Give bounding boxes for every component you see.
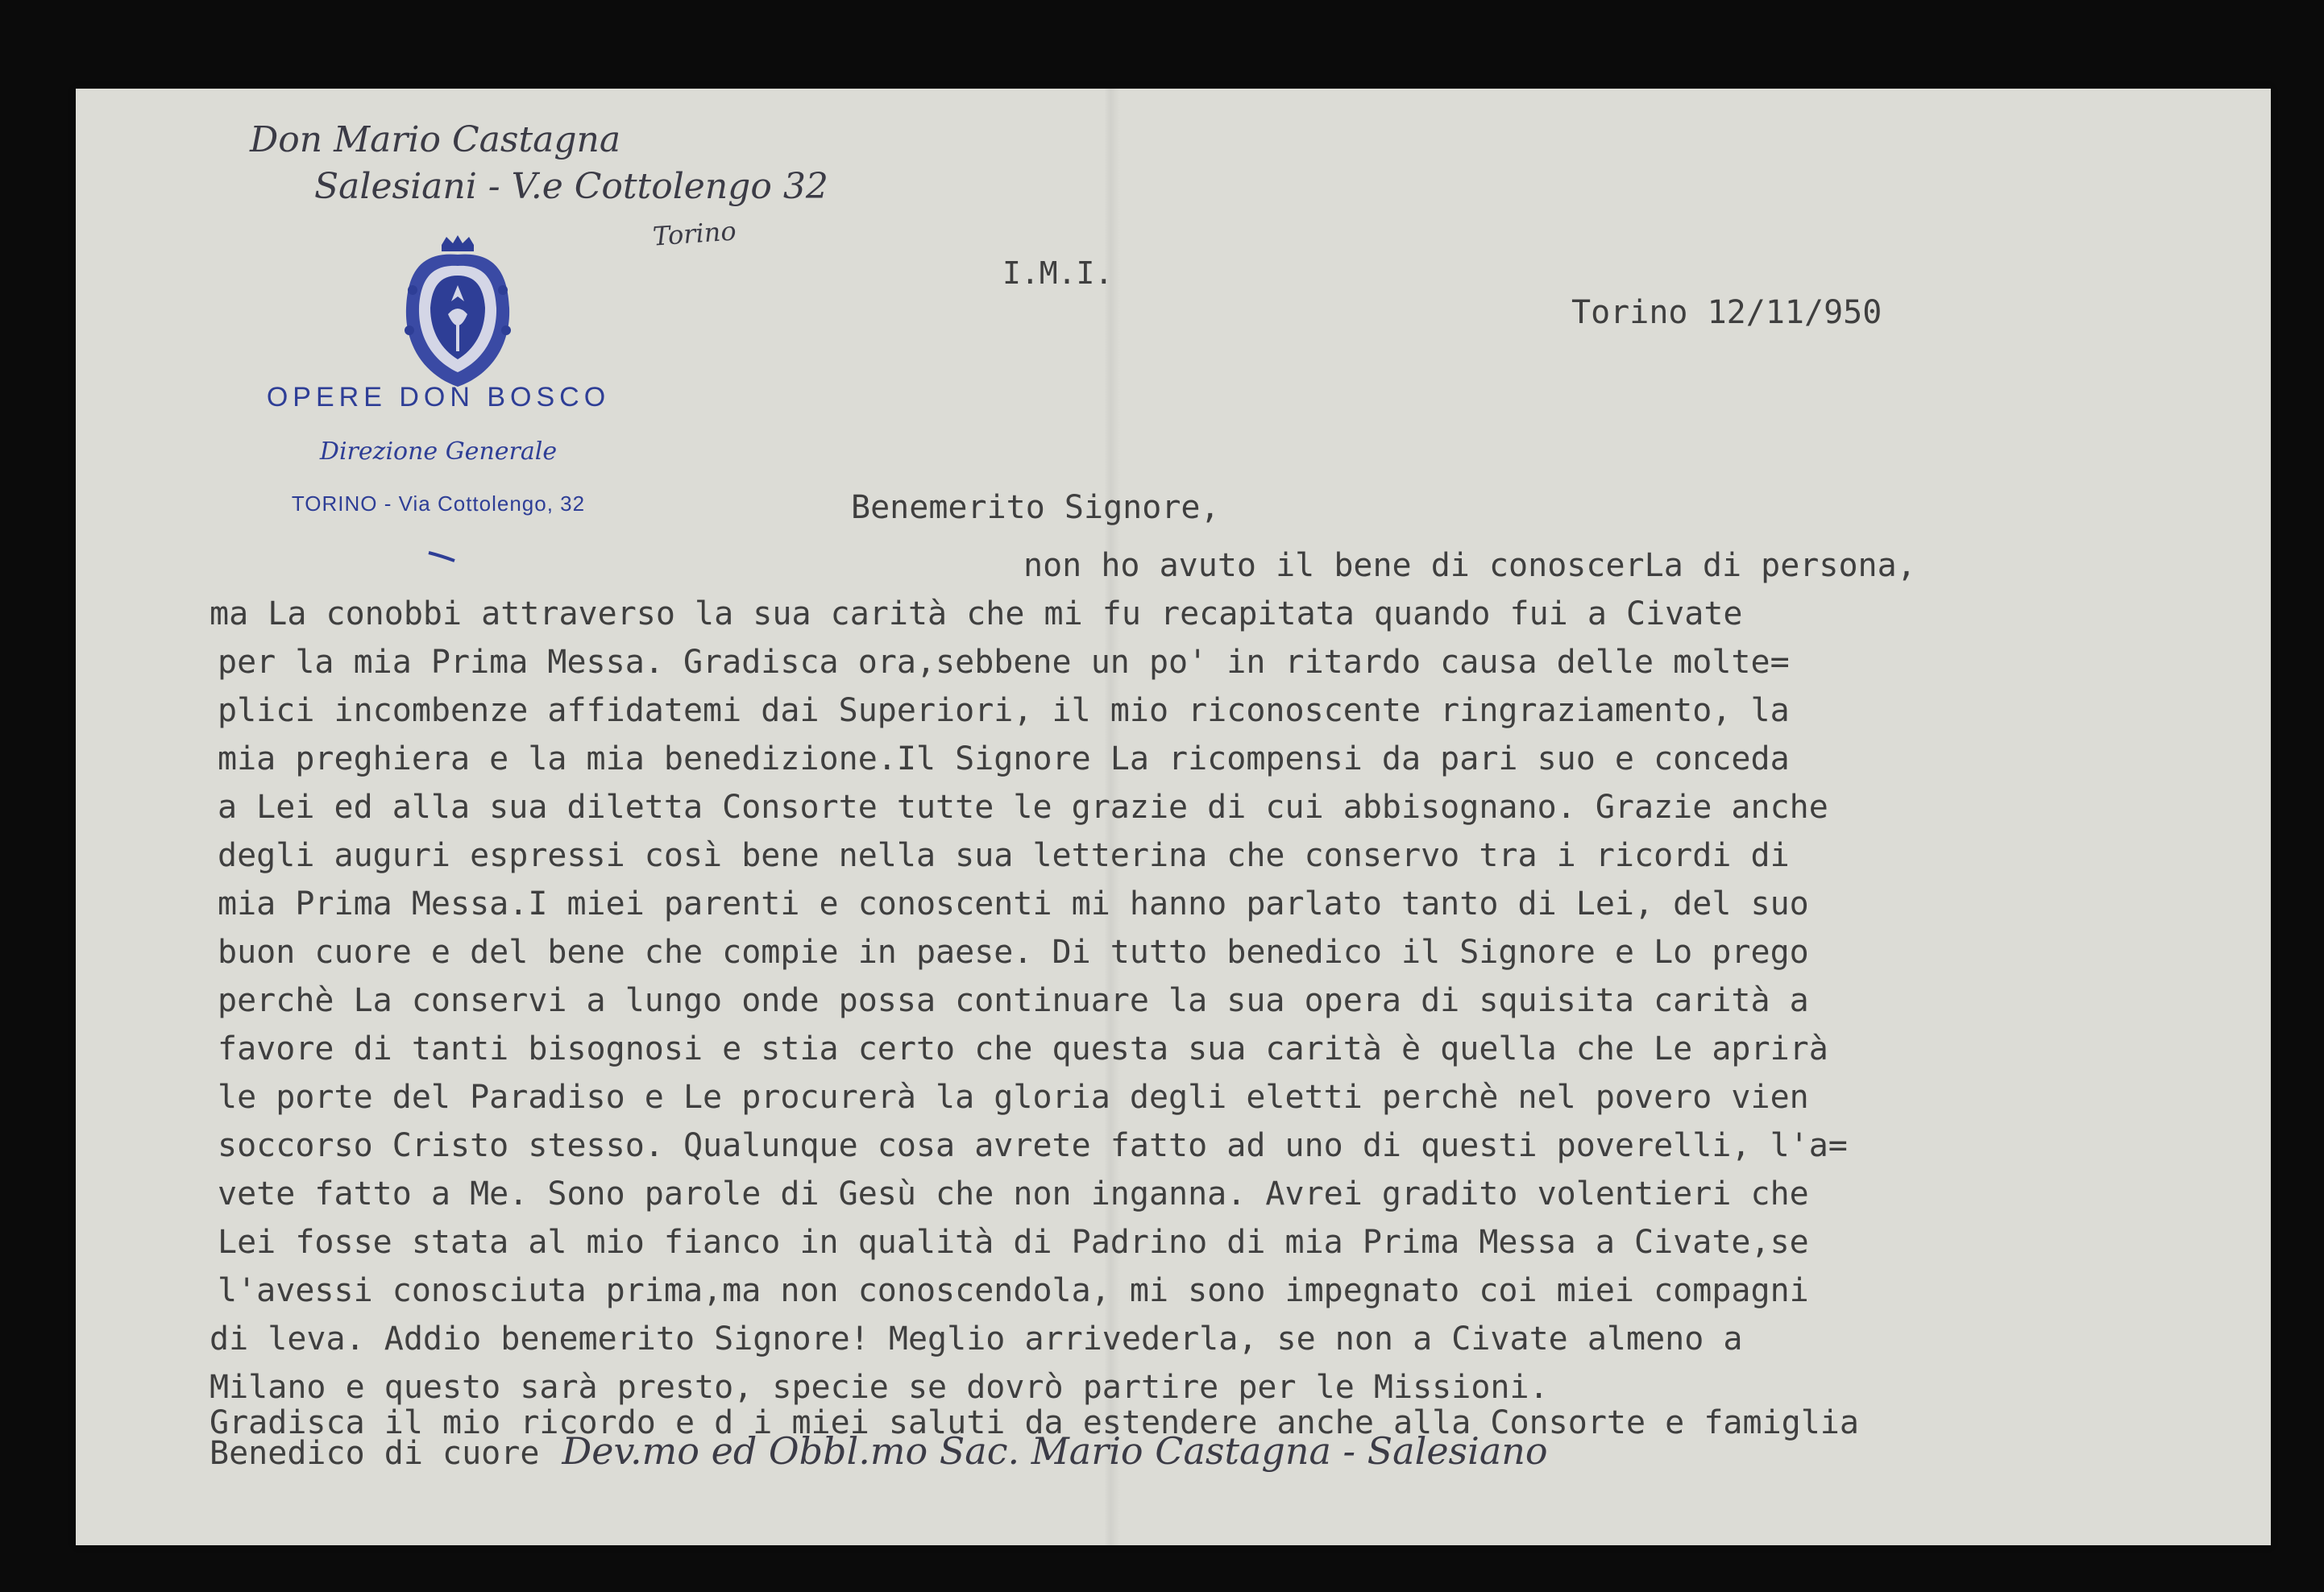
- handwritten-name: Don Mario Castagna: [250, 119, 621, 160]
- letter-body-line: buon cuore e del bene che compie in paese. Di tutto benedico il Signore e Lo prego: [218, 934, 1809, 971]
- letter-sheet: [76, 89, 2271, 1545]
- letter-body-line: di leva. Addio benemerito Signore! Meglio arrivederla, se non a Civate almeno a: [210, 1320, 1743, 1358]
- letter-body-line: ma La conobbi attraverso la sua carità che mi fu recapitata quando fui a Civate: [210, 595, 1743, 632]
- letter-body-line: Lei fosse stata al mio fianco in qualità di Padrino di mia Prima Messa a Civate,se: [218, 1224, 1809, 1261]
- letter-body-line: degli auguri espressi così bene nella sua letterina che conservo tra i ricordi di: [218, 837, 1790, 874]
- letter-body-line: mia Prima Messa.I miei parenti e conoscenti mi hanno parlato tanto di Lei, del suo: [218, 885, 1809, 922]
- ink-mark: [427, 549, 456, 562]
- letterhead-department: Direzione Generale: [319, 437, 558, 466]
- letter-body-line: a Lei ed alla sua diletta Consorte tutte le grazie di cui abbisognano. Grazie anche: [218, 789, 1828, 826]
- letter-closing: [210, 1429, 1548, 1473]
- letter-salutation: Benemerito Signore,: [851, 489, 1220, 526]
- letterhead-organization: OPERE DON BOSCO: [266, 382, 611, 413]
- letter-body-line: perchè La conservi a lungo onde possa continuare la sua opera di squisita carità a: [218, 982, 1809, 1019]
- letter-body-line: favore di tanti bisognosi e stia certo che questa sua carità è quella che Le aprirà: [218, 1030, 1828, 1068]
- closing-typed: Benedico di cuore: [210, 1435, 540, 1472]
- letter-date: Torino 12/11/950: [1571, 294, 1882, 331]
- letter-body-line: plici incombenze affidatemi dai Superiori, il mio riconoscente ringraziamento, la: [218, 692, 1790, 729]
- letter-body-line: mia preghiera e la mia benedizione.Il Signore La ricompensi da pari suo e conceda: [218, 740, 1790, 777]
- letter-body-line: l'avessi conosciuta prima,ma non conoscendola, mi sono impegnato coi miei compagni: [218, 1272, 1809, 1309]
- salesian-crest-icon: [398, 234, 517, 392]
- letter-body-line: Gradisca il mio ricordo e d i miei saluti da estendere anche alla Consorte e famiglia: [210, 1404, 1859, 1441]
- handwritten-city: Torino: [651, 215, 737, 252]
- handwritten-address: Salesiani - V.e Cottolengo 32: [314, 166, 828, 207]
- letter-body-line: Milano e questo sarà presto, specie se dovrò partire per le Missioni.: [210, 1369, 1549, 1406]
- letter-body-line: per la mia Prima Messa. Gradisca ora,sebbene un po' in ritardo causa delle molte=: [218, 644, 1790, 681]
- letter-body-line: le porte del Paradiso e Le procurerà la gloria degli eletti perchè nel povero vien: [218, 1079, 1809, 1116]
- handwritten-signature: Dev.mo ed Obbl.mo Sac. Mario Castagna - Salesiano: [562, 1429, 1548, 1473]
- letterhead-address: TORINO - Via Cottolengo, 32: [291, 491, 586, 516]
- letter-body-line: soccorso Cristo stesso. Qualunque cosa avrete fatto ad uno di questi poverelli, l'a=: [218, 1127, 1848, 1164]
- letter-body-line: non ho avuto il bene di conoscerLa di persona,: [1023, 547, 1916, 584]
- letter-heading-imi: I.M.I.: [1002, 255, 1114, 291]
- letter-body-line: vete fatto a Me. Sono parole di Gesù che non inganna. Avrei gradito volentieri che: [218, 1175, 1809, 1213]
